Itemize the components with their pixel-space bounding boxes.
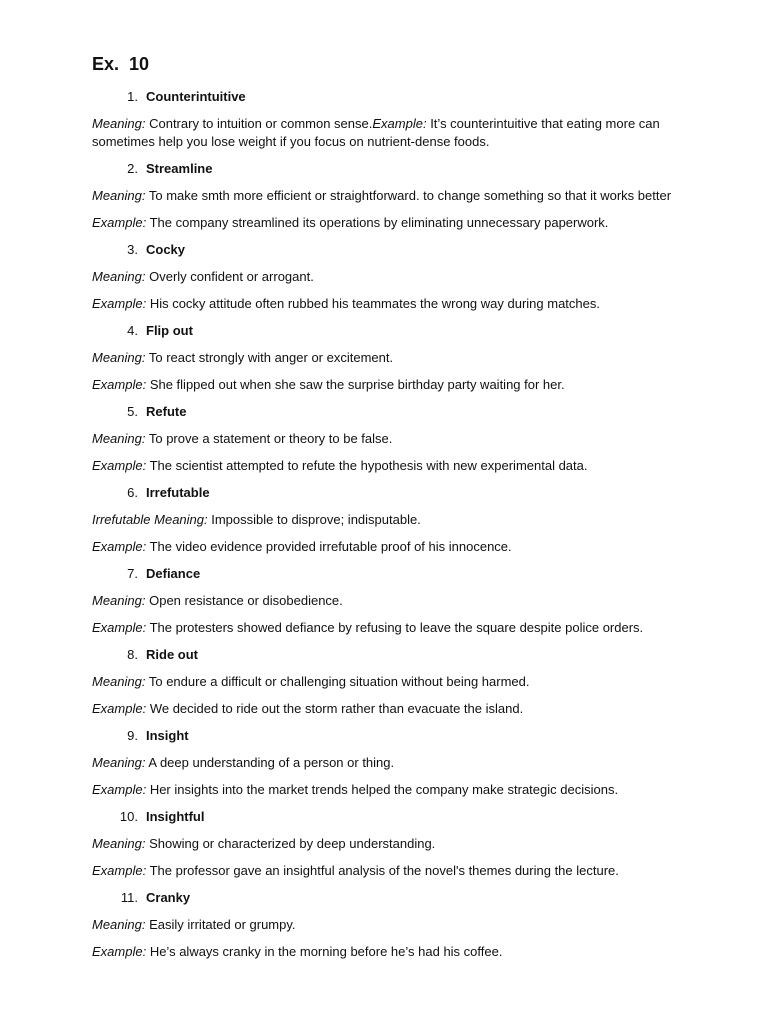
entry-number: 11. — [120, 889, 138, 905]
example-line — [92, 538, 712, 556]
line-label: Example: — [92, 458, 147, 473]
line-label: Example: — [92, 944, 147, 959]
entry-heading — [92, 728, 712, 744]
line-text: His cocky attitude often rubbed his teammates the wrong way during matches. — [146, 296, 600, 311]
entry-heading — [92, 809, 712, 825]
line-text: Her insights into the market trends helped the company make strategic decisions. — [146, 782, 619, 797]
line-label: Example: — [92, 215, 147, 230]
entry-heading — [92, 242, 712, 258]
entry-number: 5. — [127, 403, 138, 419]
line-text: The scientist attempted to refute the hypothesis with new experimental data. — [146, 458, 588, 473]
entry-term: Cranky — [146, 889, 191, 905]
meaning-line — [92, 349, 712, 367]
entry-heading — [92, 566, 712, 582]
vocabulary-entry — [92, 89, 712, 151]
example-line — [92, 862, 712, 880]
line-label: Example: — [92, 701, 147, 716]
entry-number: 4. — [127, 322, 138, 338]
line-label: Meaning: — [92, 430, 146, 446]
entry-number: 8. — [127, 646, 138, 662]
document-page — [92, 52, 712, 971]
line-label: Meaning: — [92, 592, 146, 608]
line-text: Easily irritated or grumpy. — [145, 916, 296, 932]
line-text: The protesters showed defiance by refusing to leave the square despite police orders. — [146, 620, 644, 635]
entry-term: Insight — [146, 727, 189, 743]
entry-term: Defiance — [146, 565, 201, 581]
line-label: Example: — [92, 620, 147, 635]
vocabulary-entry — [92, 890, 712, 962]
entry-heading — [92, 647, 712, 663]
entry-heading — [92, 485, 712, 501]
line-label: Meaning: — [92, 349, 146, 365]
example-line — [92, 214, 712, 232]
entry-term: Cocky — [146, 241, 186, 257]
vocabulary-entry — [92, 566, 712, 638]
entry-number: 7. — [127, 565, 138, 581]
line-text: He’s always cranky in the morning before he’s had his coffee. — [146, 944, 503, 959]
line-text: Showing or characterized by deep understanding. — [145, 835, 436, 851]
line-label: Example: — [92, 782, 147, 797]
vocabulary-entry — [92, 161, 712, 233]
vocabulary-entry — [92, 647, 712, 719]
exercise-title: Ex. 10 — [92, 54, 150, 74]
entry-term: Flip out — [146, 322, 193, 338]
line-text: To endure a difficult or challenging situation without being harmed. — [145, 673, 530, 689]
vocabulary-entry — [92, 809, 712, 881]
line-text: The professor gave an insightful analysis of the novel's themes during the lecture. — [146, 863, 619, 878]
example-line — [92, 781, 712, 799]
line-text: To make smth more efficient or straightforward. to change something so that it works better — [145, 187, 672, 203]
example-line — [92, 943, 712, 961]
line-text: Overly confident or arrogant. — [145, 268, 314, 284]
line-text: The company streamlined its operations by eliminating unnecessary paperwork. — [146, 215, 609, 230]
vocabulary-entry — [92, 323, 712, 395]
line-text: It’s counterintuitive that eating more can sometimes help you lose weight if you focus on nutrient-dense foods. — [92, 116, 660, 149]
example-line — [92, 295, 712, 313]
vocabulary-entry — [92, 728, 712, 800]
meaning-line — [92, 754, 712, 772]
example-line — [92, 619, 712, 637]
line-label: Meaning: — [92, 116, 146, 131]
line-label: Meaning: — [92, 268, 146, 284]
example-line — [92, 457, 712, 475]
line-text: To prove a statement or theory to be false. — [145, 430, 393, 446]
line-text: We decided to ride out the storm rather than evacuate the island. — [146, 701, 524, 716]
entry-number: 2. — [127, 160, 138, 176]
line-label: Meaning: — [92, 187, 146, 203]
line-text: A deep understanding of a person or thing. — [145, 754, 395, 770]
meaning-line — [92, 268, 712, 286]
line-text: The video evidence provided irrefutable proof of his innocence. — [146, 539, 512, 554]
entry-heading — [92, 323, 712, 339]
line-label: Meaning: — [92, 673, 146, 689]
line-text: Open resistance or disobedience. — [145, 592, 343, 608]
vocabulary-entry — [92, 242, 712, 314]
line-label: Example: — [92, 863, 147, 878]
meaning-line — [92, 430, 712, 448]
meaning-line — [92, 115, 712, 151]
entry-term: Ride out — [146, 646, 198, 662]
meaning-line — [92, 916, 712, 934]
meaning-line — [92, 187, 712, 205]
line-label: Example: — [92, 377, 147, 392]
entry-term: Irrefutable — [146, 484, 210, 500]
entry-term: Refute — [146, 403, 187, 419]
line-label: Example: — [372, 116, 427, 131]
entry-number: 6. — [127, 484, 138, 500]
entry-number: 10. — [119, 808, 138, 824]
entry-heading — [92, 161, 712, 177]
entry-number: 9. — [127, 727, 138, 743]
entry-term: Insightful — [146, 808, 205, 824]
meaning-line — [92, 835, 712, 853]
vocabulary-entry — [92, 404, 712, 476]
vocabulary-list — [92, 89, 712, 961]
entry-heading — [92, 890, 712, 906]
line-label: Example: — [92, 296, 147, 311]
entry-heading — [92, 89, 712, 105]
entry-number: 3. — [127, 241, 138, 257]
example-line — [92, 376, 712, 394]
line-label: Example: — [92, 539, 147, 554]
entry-heading — [92, 404, 712, 420]
line-text: Impossible to disprove; indisputable. — [207, 511, 421, 527]
line-label: Meaning: — [92, 916, 146, 932]
line-label: Meaning: — [92, 835, 146, 851]
meaning-line — [92, 592, 712, 610]
meaning-line — [92, 511, 712, 529]
entry-term: Counterintuitive — [146, 89, 246, 104]
meaning-line — [92, 673, 712, 691]
entry-number: 1. — [127, 89, 138, 104]
line-text: Contrary to intuition or common sense. — [145, 116, 373, 131]
line-label: Irrefutable Meaning: — [92, 511, 208, 527]
line-text: To react strongly with anger or excitement. — [145, 349, 394, 365]
line-label: Meaning: — [92, 754, 146, 770]
entry-term: Streamline — [146, 160, 213, 176]
vocabulary-entry — [92, 485, 712, 557]
example-line — [92, 700, 712, 718]
line-text: She flipped out when she saw the surprise birthday party waiting for her. — [146, 377, 565, 392]
